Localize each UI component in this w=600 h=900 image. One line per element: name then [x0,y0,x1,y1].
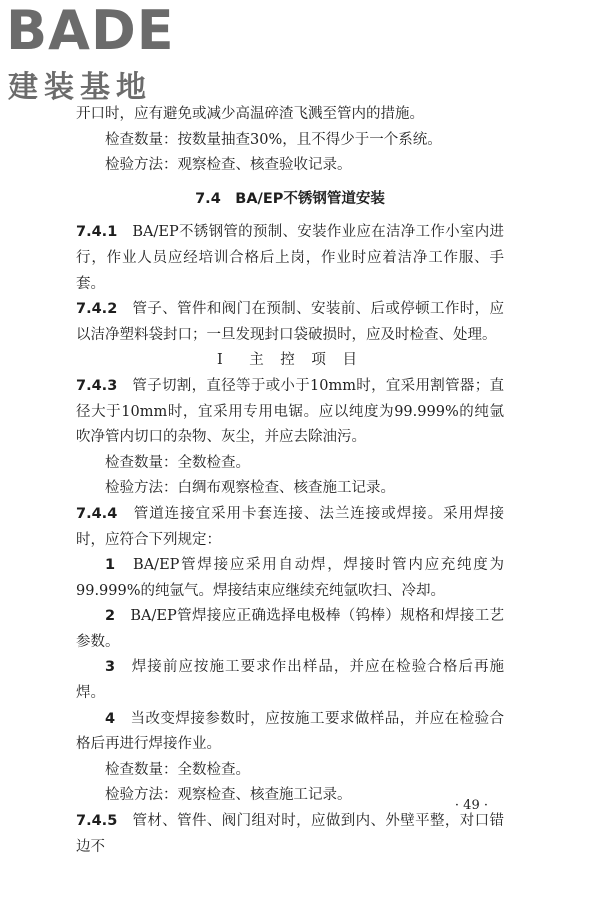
item-text: BA/EP管焊接应正确选择电极棒（钨棒）规格和焊接工艺参数。 [76,608,504,650]
section-heading: 7.4 BA/EP不锈钢管道安装 [195,190,385,207]
clause-text: BA/EP不锈钢管的预制、安装作业应在洁净工作小室内进行，作业人员应经培训合格后上岗，作业时应着洁净工作服、手套。 [76,224,504,292]
subsection-heading: Ⅰ 主 控 项 目 [216,352,364,369]
clause-number: 7.4.3 [76,377,118,394]
inspection-quantity: 检查数量：全数检查。 [105,761,250,778]
item-number: 1 [105,557,116,574]
inspection-method: 检验方法：白绸布观察检查、核查施工记录。 [105,480,395,497]
item-number: 4 [105,710,116,727]
clause-7-4-1 [76,220,504,297]
clause-text: 管子、管件和阀门在预制、安装前、后或停顿工作时，应以洁净塑料袋封口；一旦发现封口袋破损时，应及时检查、处理。 [76,301,504,343]
clause-number: 7.4.1 [76,224,118,241]
list-item-2 [76,604,504,655]
clause-number: 7.4.4 [76,505,118,522]
bade-logo [6,0,176,105]
clause-text: 管材、管件、阀门组对时，应做到内、外壁平整，对口错边不 [76,813,504,855]
clause-number: 7.4.5 [76,813,118,830]
clause-7-4-4 [76,502,504,553]
page-number: · 49 · [454,798,488,813]
clause-number: 7.4.2 [76,301,118,318]
clause-text: 管子切割，直径等于或小于10mm时，宜采用割管器；直径大于10mm时，宜采用专用电锯。应以纯度为99.999%的纯氩吹净管内切口的杂物、灰尘，并应去除油污。 [76,377,504,446]
list-item-1 [76,553,504,604]
logo-subtitle: 建装基地 [8,70,152,105]
paragraph-continuation: 开口时，应有避免或减少高温碎渣飞溅至管内的措施。 [76,106,424,122]
inspection-quantity: 检查数量：全数检查。 [105,454,250,471]
inspection-method: 检验方法：观察检查、核查验收记录。 [105,157,352,174]
item-number: 3 [105,659,116,676]
item-text: 焊接前应按施工要求作出样品，并应在检验合格后再施焊。 [76,659,504,702]
item-number: 2 [105,608,116,625]
clause-text: 管道连接宜采用卡套连接、法兰连接或焊接。采用焊接时，应符合下列规定： [76,505,504,548]
item-text: BA/EP管焊接应采用自动焊，焊接时管内应充纯度为99.999%的纯氩气。焊接结束应继续充纯氩吹扫、冷却。 [76,557,504,599]
list-item-4 [76,707,504,758]
clause-7-4-2 [76,297,504,348]
item-text: 当改变焊接参数时，应按施工要求做样品，并应在检验合格后再进行焊接作业。 [76,710,504,753]
document-body [76,102,504,860]
inspection-quantity: 检查数量：按数量抽查30%，且不得少于一个系统。 [105,131,442,148]
logo-mark: BADE [6,0,175,62]
clause-7-4-5 [76,809,504,860]
list-item-3 [76,655,504,706]
inspection-method: 检验方法：观察检查、核查施工记录。 [105,787,352,804]
clause-7-4-3 [76,374,504,451]
